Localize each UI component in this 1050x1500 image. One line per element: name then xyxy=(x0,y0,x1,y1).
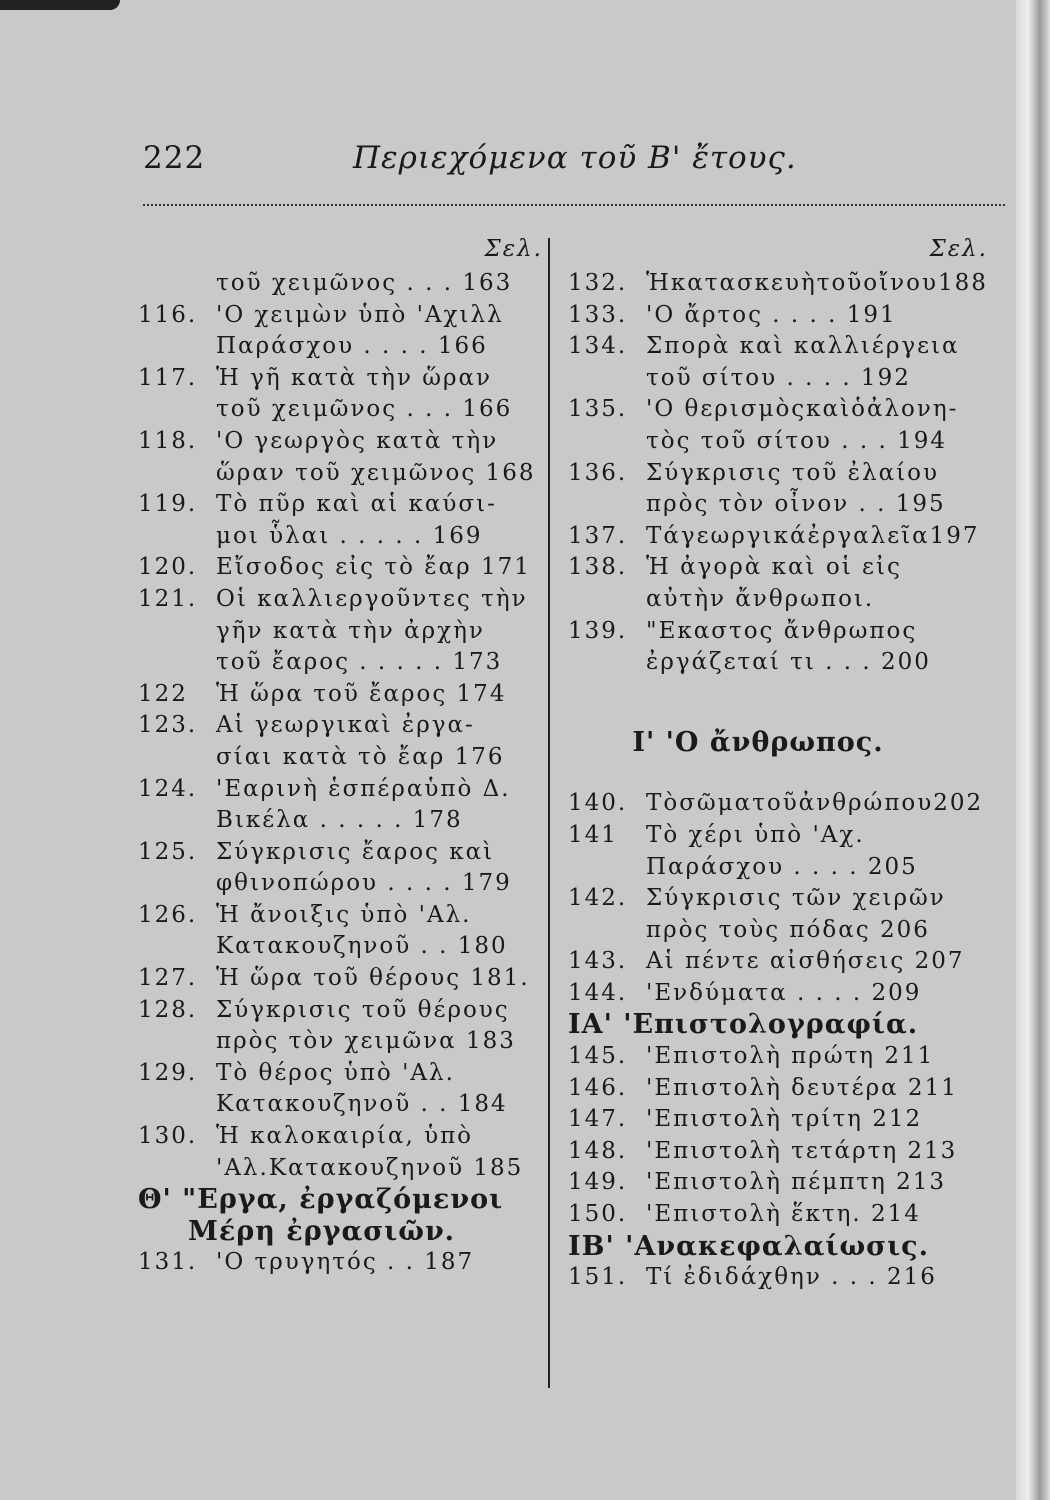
right-entries-iota xyxy=(568,788,988,1009)
entry-text: "Εκαστος ἄνθρωπος xyxy=(646,617,918,644)
entry-number: 140. xyxy=(568,790,628,817)
toc-entry-line xyxy=(568,978,988,1010)
entry-text: Οἱ καλλιεργοῦντες τὴν xyxy=(216,585,528,612)
toc-entry-line xyxy=(138,679,543,711)
entry-text: Σύγκρισις τοῦ ἐλαίου xyxy=(646,459,939,486)
entry-number: 130. xyxy=(138,1123,198,1150)
entry-number: 139. xyxy=(568,617,628,644)
page-number: 222 xyxy=(143,140,206,176)
toc-entry-line xyxy=(138,710,543,742)
toc-entry-line xyxy=(568,426,988,458)
entry-text: πρὸς τὸν χειμῶνα 183 xyxy=(216,1028,516,1055)
entry-text: Σύγκρισις τῶν χειρῶν xyxy=(646,885,946,912)
entry-number: 117. xyxy=(138,364,198,391)
entry-text: Σύγκρισις τοῦ θέρους xyxy=(216,996,510,1023)
entry-text: Τὸ πῦρ καὶ αἱ καύσι- xyxy=(216,491,497,518)
toc-entry-line xyxy=(568,1136,988,1168)
toc-entry-line xyxy=(568,394,988,426)
entry-text: Ἡ γῆ κατὰ τὴν ὥραν xyxy=(216,364,493,391)
entry-number: 132. xyxy=(568,270,628,296)
entry-text: Βικέλα . . . . . 178 xyxy=(216,807,463,834)
entry-number: 137. xyxy=(568,522,628,549)
column-divider xyxy=(548,238,550,1388)
entry-number: 119. xyxy=(138,491,198,518)
entry-number: 128. xyxy=(138,996,198,1023)
toc-entry-line xyxy=(568,883,988,915)
entry-number: 125. xyxy=(138,838,198,865)
entry-text: φθινοπώρου . . . . 179 xyxy=(216,870,512,897)
right-entries-ib xyxy=(568,1262,988,1294)
toc-entry-line xyxy=(138,742,543,774)
toc-entry-line xyxy=(138,1089,543,1121)
entry-text: τοῦ σίτου . . . . 192 xyxy=(646,364,911,391)
toc-entry-line xyxy=(138,900,543,932)
section-heading-ia: ΙΑ' 'Επιστολογραφία. xyxy=(568,1009,919,1041)
toc-entry-line xyxy=(138,552,543,584)
entry-text: Κατακουζηνοῦ . . 184 xyxy=(216,1091,508,1118)
entry-text: Ἡ ὥρα τοῦ ἔαρος 174 xyxy=(216,680,507,707)
entry-text: Τὸ θέρος ὑπὸ 'Αλ. xyxy=(216,1059,455,1086)
entry-number: 146. xyxy=(568,1074,628,1101)
entry-text: Παράσχου . . . . 166 xyxy=(216,333,488,360)
toc-entry-line xyxy=(138,995,543,1027)
entry-text: Τὸ χέρι ὑπὸ 'Αχ. xyxy=(646,821,865,848)
entry-number: 149. xyxy=(568,1169,628,1196)
toc-entry-line xyxy=(568,1104,988,1136)
entry-text: 'Αλ.Κατακουζηνοῦ 185 xyxy=(216,1154,524,1181)
toc-entry-line xyxy=(138,394,543,426)
toc-entry-line xyxy=(568,552,988,584)
toc-entry-line xyxy=(138,489,543,521)
entry-number: 143. xyxy=(568,948,628,975)
entry-text: τοῦ χειμῶνος . . . 166 xyxy=(216,396,513,423)
toc-entry-line xyxy=(138,837,543,869)
toc-entry-line xyxy=(138,268,543,300)
entry-text: 'Ο ἄρτος . . . . 191 xyxy=(646,301,897,328)
entry-text: 'Επιστολὴ πέμπτη 213 xyxy=(646,1169,946,1196)
entry-text: ἐργάζεταί τι . . . 200 xyxy=(646,649,931,676)
entry-text: αὐτὴν ἄνθρωποι. xyxy=(646,585,875,612)
book-spine-edge xyxy=(1016,0,1050,1500)
entry-text: Σύγκρισις ἔαρος καὶ xyxy=(216,838,495,865)
entry-number: 118. xyxy=(138,427,198,454)
toc-entry-line xyxy=(568,458,988,490)
entry-number: 124. xyxy=(138,775,198,802)
entry-text: σίαι κατὰ τὸ ἔαρ 176 xyxy=(216,743,505,770)
entry-number: 138. xyxy=(568,554,628,581)
entry-number: 131. xyxy=(138,1249,198,1276)
toc-entry-line xyxy=(138,1121,543,1153)
entry-text: 'Επιστολὴ πρώτη 211 xyxy=(646,1043,935,1070)
scan-edge-shadow xyxy=(0,0,120,10)
toc-entry-line xyxy=(138,331,543,363)
entry-text: Αἱ γεωργικαὶ ἐργα- xyxy=(216,712,475,739)
toc-entry-line xyxy=(568,852,988,884)
toc-entry-line xyxy=(568,1041,988,1073)
entry-text: Κατακουζηνοῦ . . 180 xyxy=(216,933,508,960)
toc-entry-line xyxy=(568,300,988,332)
section-heading-theta-1: Θ' "Εργα, ἐργαζόμενοι xyxy=(138,1184,504,1216)
entry-text: τοῦ χειμῶνος . . . 163 xyxy=(216,270,513,296)
entry-number: 148. xyxy=(568,1137,628,1164)
toc-entry-line xyxy=(568,616,988,648)
entry-number: 135. xyxy=(568,396,628,423)
entry-text: 'Επιστολὴ τρίτη 212 xyxy=(646,1106,923,1133)
toc-entry-line xyxy=(138,963,543,995)
page-header xyxy=(143,140,1003,190)
entry-number: 121. xyxy=(138,585,198,612)
toc-entry-line xyxy=(138,1058,543,1090)
toc-entry-line xyxy=(568,1167,988,1199)
toc-entry-line xyxy=(568,1262,988,1294)
entry-text: 'Εαρινὴ ἑσπέραὑπὸ Δ. xyxy=(216,775,511,802)
toc-entry-line xyxy=(138,616,543,648)
toc-entry-line xyxy=(568,1073,988,1105)
toc-entry-line xyxy=(568,1199,988,1231)
entry-number: 122 xyxy=(138,680,188,707)
toc-entry-line xyxy=(568,647,988,679)
entry-number: 120. xyxy=(138,554,198,581)
entry-text: 'Ο γεωργὸς κατὰ τὴν xyxy=(216,427,499,454)
section-heading-ib: ΙΒ' 'Ανακεφαλαίωσις. xyxy=(568,1230,929,1262)
entry-text: 'Επιστολὴ τετάρτη 213 xyxy=(646,1137,958,1164)
entry-text: Τάγεωργικάἐργαλεῖα197 xyxy=(646,522,980,549)
entry-text: 'Ενδύματα . . . . 209 xyxy=(646,979,922,1006)
entry-number: 145. xyxy=(568,1043,628,1070)
entry-text: 'Επιστολὴ δευτέρα 211 xyxy=(646,1074,958,1101)
entry-number: 151. xyxy=(568,1264,628,1291)
toc-entry-line xyxy=(138,647,543,679)
entry-number: 134. xyxy=(568,333,628,360)
entry-text: γῆν κατὰ τὴν ἀρχὴν xyxy=(216,617,485,644)
toc-entry-line xyxy=(568,788,988,820)
page-label-right: Σελ. xyxy=(929,236,988,262)
entry-text: τοῦ ἔαρος . . . . . 173 xyxy=(216,649,503,676)
spacer xyxy=(568,679,988,727)
toc-entry-line xyxy=(138,426,543,458)
toc-entry-line xyxy=(568,363,988,395)
left-entries xyxy=(138,268,543,1184)
toc-entry-line xyxy=(568,946,988,978)
toc-entry-line xyxy=(138,363,543,395)
entry-text: πρὸς τὸν οἶνον . . 195 xyxy=(646,491,946,518)
toc-entry-line xyxy=(568,820,988,852)
toc-entry-line xyxy=(138,931,543,963)
toc-entry-line xyxy=(138,521,543,553)
entry-number: 116. xyxy=(138,301,198,328)
toc-entry-line xyxy=(138,300,543,332)
section-heading-theta-2: Μέρη ἐργασιῶν. xyxy=(188,1215,456,1247)
toc-entry-line xyxy=(568,584,988,616)
entry-text: τὸς τοῦ σίτου . . . 194 xyxy=(646,427,947,454)
entry-number: 147. xyxy=(568,1106,628,1133)
right-column xyxy=(568,236,988,1294)
entry-text: Σπορὰ καὶ καλλιέργεια xyxy=(646,333,960,360)
entry-text: Ἡ καλοκαιρία, ὑπὸ xyxy=(216,1123,474,1150)
toc-entry-line xyxy=(138,458,543,490)
entry-text: 'Επιστολὴ ἕκτη. 214 xyxy=(646,1201,921,1228)
toc-entry-line xyxy=(138,1026,543,1058)
page-label-left: Σελ. xyxy=(484,236,543,262)
entry-text: Ἡ ἄνοιξις ὑπὸ 'Αλ. xyxy=(216,901,472,928)
toc-entry-line xyxy=(568,915,988,947)
entry-number: 127. xyxy=(138,965,198,992)
entry-text: Αἱ πέντε αἰσθήσεις 207 xyxy=(646,948,965,975)
spacer xyxy=(568,758,988,788)
entry-number: 142. xyxy=(568,885,628,912)
entry-text: 'Ο χειμὼν ὑπὸ 'Αχιλλ xyxy=(216,301,504,328)
entry-number: 133. xyxy=(568,301,628,328)
entry-text: 'Ο τρυγητός . . 187 xyxy=(216,1249,475,1276)
toc-entry-line xyxy=(138,805,543,837)
entry-number: 136. xyxy=(568,459,628,486)
entry-text: Παράσχου . . . . 205 xyxy=(646,853,918,880)
entry-text: 'Ο θερισμὸςκαὶὁἀλονη- xyxy=(646,396,959,423)
entry-text: μοι ὗλαι . . . . . 169 xyxy=(216,522,483,549)
toc-entry-line xyxy=(138,1153,543,1185)
entry-number: 144. xyxy=(568,979,628,1006)
section-heading-iota: Ι' 'Ο ἄνθρωπος. xyxy=(632,726,884,758)
running-title: Περιεχόμενα τοῦ Β' ἔτους. xyxy=(353,140,797,176)
left-after-entries xyxy=(138,1247,543,1279)
entry-number: 123. xyxy=(138,712,198,739)
left-column xyxy=(138,236,543,1279)
entry-number: 141 xyxy=(568,821,618,848)
right-entries-ia xyxy=(568,1041,988,1231)
entry-number: 129. xyxy=(138,1059,198,1086)
entry-text: Εἴσοδος εἰς τὸ ἔαρ 171 xyxy=(216,554,531,581)
entry-text: Τὸσῶματοῦἀνθρώπου202 xyxy=(646,790,984,817)
entry-text: Τί ἐδιδάχθην . . . 216 xyxy=(646,1264,937,1291)
toc-entry-line xyxy=(138,868,543,900)
entry-text: Ἡ ὥρα τοῦ θέρους 181. xyxy=(216,965,530,992)
entry-number: 150. xyxy=(568,1201,628,1228)
toc-entry-line xyxy=(568,331,988,363)
entry-text: πρὸς τοὺς πόδας 206 xyxy=(646,916,930,943)
entry-number: 126. xyxy=(138,901,198,928)
header-rule xyxy=(143,204,1005,206)
toc-entry-line xyxy=(568,521,988,553)
entry-text: ὥραν τοῦ χειμῶνος 168 xyxy=(216,459,536,486)
toc-entry-line xyxy=(138,584,543,616)
toc-entry-line xyxy=(568,268,988,300)
toc-entry-line xyxy=(138,1247,543,1279)
right-entries xyxy=(568,268,988,679)
toc-entry-line xyxy=(138,774,543,806)
entry-text: Ἡκατασκευὴτοῦοἴνου188 xyxy=(646,270,988,296)
toc-entry-line xyxy=(568,489,988,521)
entry-text: Ἡ ἀγορὰ καὶ οἱ εἰς xyxy=(646,554,902,581)
